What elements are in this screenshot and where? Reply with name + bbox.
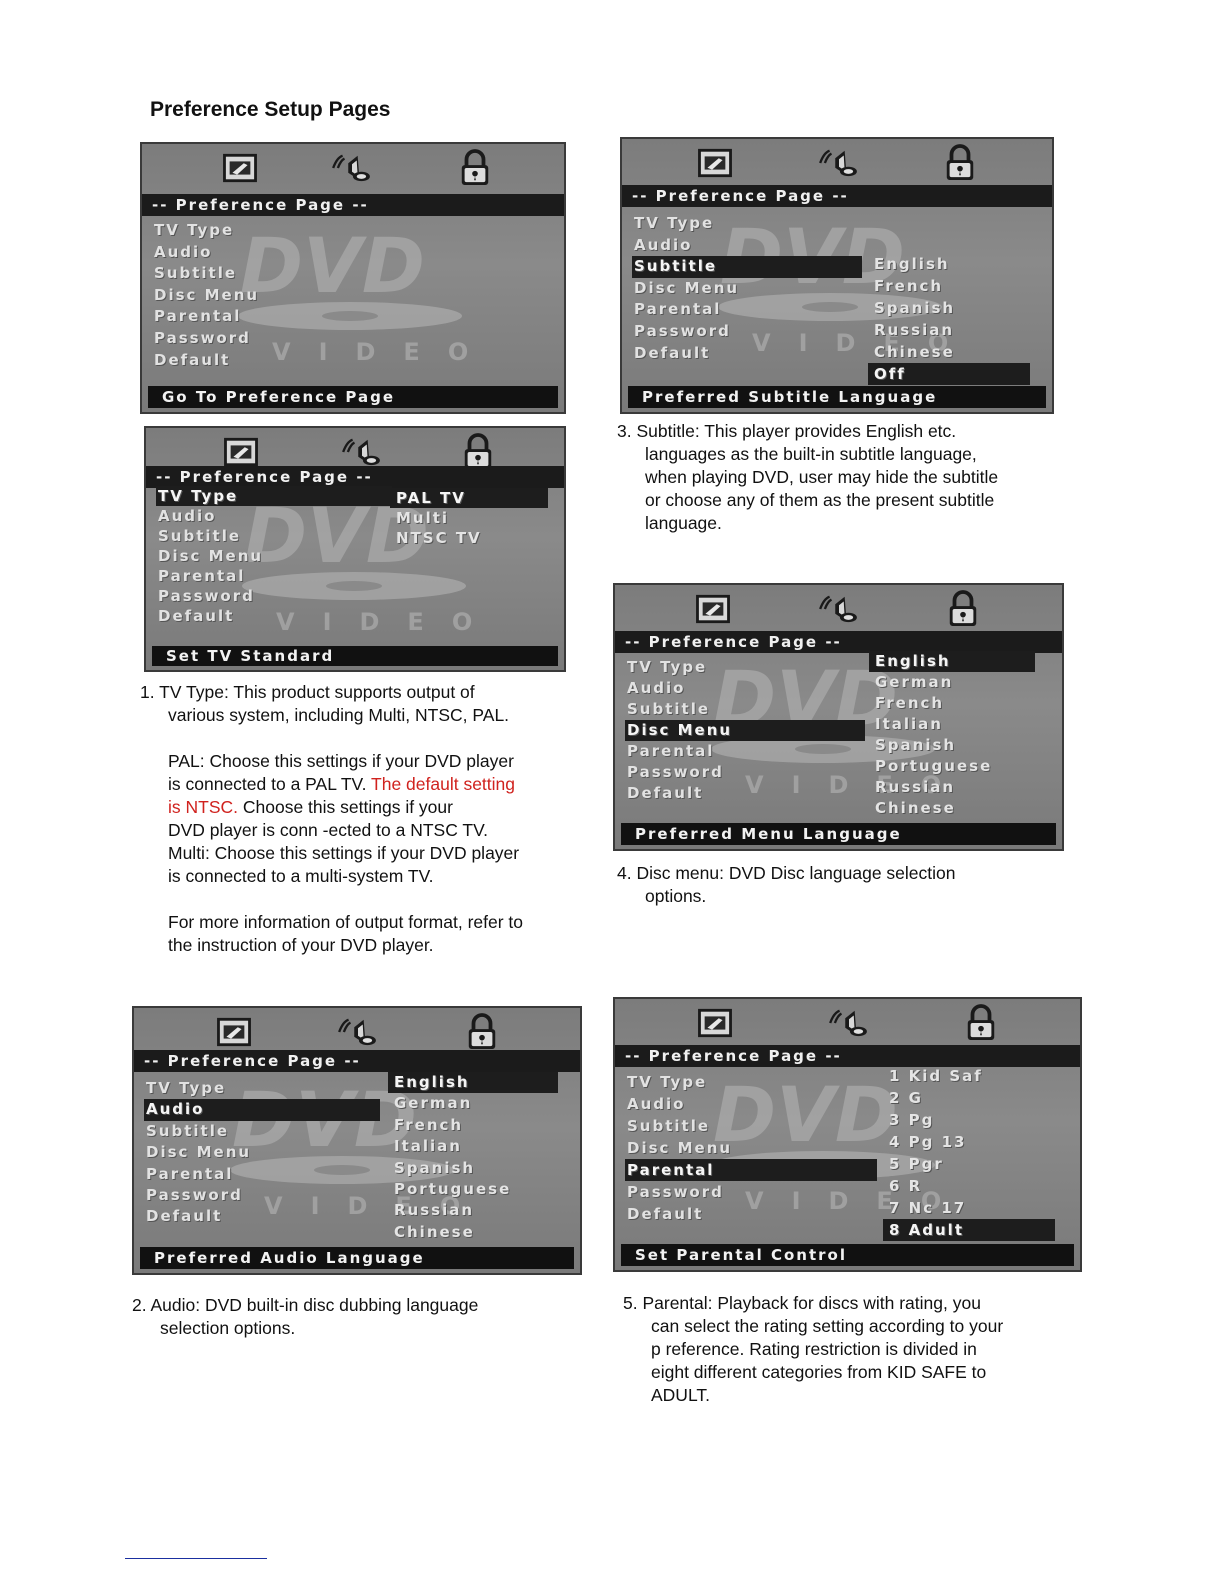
option-spanish[interactable]: Spanish bbox=[874, 299, 956, 317]
caption-audio bbox=[132, 1294, 572, 1340]
caption-tv-type bbox=[140, 681, 570, 957]
osd-options bbox=[869, 651, 1035, 819]
settings-icon bbox=[214, 1012, 254, 1052]
caption-line: 4. Disc menu: DVD Disc language selection bbox=[617, 863, 956, 883]
settings-icon bbox=[220, 148, 260, 188]
caption-line: ADULT. bbox=[651, 1385, 710, 1405]
option-french[interactable]: French bbox=[874, 277, 944, 295]
osd-status-bar: Preferred Audio Language bbox=[140, 1247, 574, 1269]
menu-item-subtitle[interactable]: Subtitle bbox=[632, 256, 862, 278]
osd-screen-subtitle bbox=[620, 137, 1054, 414]
menu-item-parental[interactable]: Parental bbox=[146, 1164, 234, 1183]
osd-title: -- Preference Page -- bbox=[146, 466, 564, 488]
menu-item-default[interactable]: Default bbox=[146, 1207, 223, 1226]
option-spanish[interactable]: Spanish bbox=[875, 736, 957, 754]
menu-item-audio[interactable]: Audio bbox=[158, 507, 217, 525]
menu-item-subtitle[interactable]: Subtitle bbox=[154, 264, 238, 283]
settings-icon bbox=[695, 1003, 735, 1043]
menu-item-audio[interactable]: Audio bbox=[154, 242, 213, 261]
menu-item-disc-menu[interactable]: Disc Menu bbox=[154, 285, 260, 304]
option-rating-2[interactable]: 2 G bbox=[889, 1089, 923, 1107]
caption-line: eight different categories from KID SAFE to bbox=[651, 1362, 987, 1382]
option-rating-6[interactable]: 6 R bbox=[889, 1177, 923, 1195]
menu-item-default[interactable]: Default bbox=[158, 607, 235, 625]
caption-line: or choose any of them as the present subtitle bbox=[645, 490, 995, 510]
menu-item-subtitle[interactable]: Subtitle bbox=[627, 1117, 711, 1135]
menu-item-disc-menu[interactable]: Disc Menu bbox=[627, 1139, 733, 1157]
caption-parental bbox=[623, 1292, 1063, 1407]
osd-screen-audio bbox=[132, 1006, 582, 1275]
caption-line: 2. Audio: DVD built-in disc dubbing language bbox=[132, 1295, 479, 1315]
caption-line: Multi: Choose this settings if your DVD player bbox=[168, 843, 520, 863]
menu-item-password[interactable]: Password bbox=[634, 321, 731, 340]
option-off[interactable]: Off bbox=[868, 363, 1030, 385]
menu-item-disc-menu[interactable]: Disc Menu bbox=[634, 278, 740, 297]
osd-menu bbox=[625, 1071, 877, 1225]
menu-item-subtitle[interactable]: Subtitle bbox=[146, 1121, 230, 1140]
caption-line: selection options. bbox=[160, 1318, 296, 1338]
osd-status-bar: Preferred Menu Language bbox=[621, 823, 1056, 845]
option-rating-8[interactable]: 8 Adult bbox=[883, 1219, 1055, 1241]
osd-menu bbox=[625, 657, 865, 804]
option-german[interactable]: German bbox=[394, 1094, 473, 1113]
option-french[interactable]: French bbox=[875, 694, 945, 712]
osd-title: -- Preference Page -- bbox=[134, 1050, 580, 1072]
menu-item-password[interactable]: Password bbox=[627, 1183, 724, 1201]
menu-item-audio[interactable]: Audio bbox=[627, 1095, 686, 1113]
caption-line: when playing DVD, user may hide the subtitle bbox=[645, 467, 999, 487]
menu-item-tv-type[interactable]: TV Type bbox=[156, 486, 392, 506]
menu-item-parental[interactable]: Parental bbox=[158, 567, 246, 585]
osd-menu bbox=[152, 220, 259, 371]
osd-menu bbox=[156, 486, 392, 626]
menu-item-disc-menu[interactable]: Disc Menu bbox=[158, 547, 264, 565]
option-english[interactable]: English bbox=[869, 651, 1035, 672]
osd-status-bar: Go To Preference Page bbox=[148, 386, 558, 408]
osd-screen-parental bbox=[613, 997, 1082, 1272]
caption-line: 3. Subtitle: This player provides English etc. bbox=[617, 421, 957, 441]
caption-text: is connected to a PAL TV. bbox=[168, 774, 367, 794]
caption-line: is connected to a multi-system TV. bbox=[168, 866, 434, 886]
caption-line: languages as the built-in subtitle language, bbox=[645, 444, 977, 464]
option-italian[interactable]: Italian bbox=[875, 715, 943, 733]
caption-line: 1. TV Type: This product supports output of bbox=[140, 682, 475, 702]
caption-line: options. bbox=[645, 886, 707, 906]
option-rating-3[interactable]: 3 Pg bbox=[889, 1111, 935, 1129]
menu-item-audio[interactable]: Audio bbox=[627, 679, 686, 697]
option-russian[interactable]: Russian bbox=[874, 321, 955, 339]
caption-line: 5. Parental: Playback for discs with rating, you bbox=[623, 1293, 981, 1313]
menu-item-audio[interactable]: Audio bbox=[634, 235, 693, 254]
caption-line: the instruction of your DVD player. bbox=[168, 935, 434, 955]
lock-icon bbox=[942, 143, 978, 183]
settings-icon bbox=[695, 143, 735, 183]
osd-title: -- Preference Page -- bbox=[615, 631, 1062, 653]
option-rating-5[interactable]: 5 Pgr bbox=[889, 1155, 944, 1173]
default-setting-note: is NTSC. bbox=[168, 797, 238, 817]
option-rating-7[interactable]: 7 Nc 17 bbox=[889, 1199, 967, 1217]
caption-line: For more information of output format, refer to bbox=[168, 912, 524, 932]
audio-icon bbox=[825, 1003, 873, 1043]
lock-icon bbox=[464, 1012, 500, 1052]
menu-item-password[interactable]: Password bbox=[154, 328, 251, 347]
menu-item-password[interactable]: Password bbox=[627, 763, 724, 781]
menu-item-parental[interactable]: Parental bbox=[154, 307, 242, 326]
menu-item-tv-type[interactable]: TV Type bbox=[154, 221, 235, 239]
osd-screen-preference-main bbox=[140, 142, 566, 414]
option-portuguese[interactable]: Portuguese bbox=[394, 1179, 512, 1198]
osd-screen-tv-type bbox=[144, 426, 566, 672]
option-chinese[interactable]: Chinese bbox=[874, 343, 955, 361]
osd-options bbox=[388, 1072, 558, 1243]
audio-icon bbox=[334, 1012, 382, 1052]
osd-options bbox=[390, 488, 548, 548]
menu-item-default[interactable]: Default bbox=[627, 784, 704, 802]
option-portuguese[interactable]: Portuguese bbox=[875, 757, 993, 775]
page-title: Preference Setup Pages bbox=[150, 98, 391, 121]
option-italian[interactable]: Italian bbox=[394, 1137, 462, 1156]
caption-line: PAL: Choose this settings if your DVD player bbox=[168, 751, 514, 771]
osd-screen-disc-menu bbox=[613, 583, 1064, 851]
osd-status-bar: Preferred Subtitle Language bbox=[628, 386, 1046, 408]
menu-item-password[interactable]: Password bbox=[158, 587, 255, 605]
osd-menu bbox=[144, 1078, 380, 1228]
osd-options bbox=[868, 253, 1030, 385]
option-russian[interactable]: Russian bbox=[394, 1201, 475, 1220]
caption-disc-menu bbox=[617, 862, 1057, 908]
option-french[interactable]: French bbox=[394, 1115, 464, 1134]
menu-item-parental[interactable]: Parental bbox=[634, 300, 722, 319]
menu-item-disc-menu[interactable]: Disc Menu bbox=[146, 1143, 252, 1162]
osd-options bbox=[883, 1065, 1055, 1241]
menu-item-tv-type[interactable]: TV Type bbox=[634, 214, 715, 232]
option-pal-tv[interactable]: PAL TV bbox=[390, 488, 548, 508]
option-chinese[interactable]: Chinese bbox=[875, 799, 956, 817]
menu-item-parental[interactable]: Parental bbox=[625, 1159, 877, 1181]
option-ntsc-tv[interactable]: NTSC TV bbox=[396, 529, 482, 547]
menu-item-default[interactable]: Default bbox=[634, 343, 711, 362]
option-spanish[interactable]: Spanish bbox=[394, 1158, 476, 1177]
caption-line: various system, including Multi, NTSC, PAL. bbox=[168, 705, 510, 725]
option-rating-4[interactable]: 4 Pg 13 bbox=[889, 1133, 967, 1151]
menu-item-tv-type[interactable]: TV Type bbox=[146, 1079, 227, 1097]
option-english[interactable]: English bbox=[874, 255, 950, 273]
osd-status-bar: Set Parental Control bbox=[621, 1244, 1074, 1266]
option-chinese[interactable]: Chinese bbox=[394, 1222, 475, 1241]
lock-icon bbox=[945, 589, 981, 629]
osd-title: -- Preference Page -- bbox=[615, 1045, 1080, 1067]
menu-item-audio[interactable]: Audio bbox=[144, 1099, 380, 1120]
option-russian[interactable]: Russian bbox=[875, 778, 956, 796]
menu-item-subtitle[interactable]: Subtitle bbox=[627, 700, 711, 718]
menu-item-default[interactable]: Default bbox=[154, 350, 231, 369]
menu-item-parental[interactable]: Parental bbox=[627, 742, 715, 760]
option-multi[interactable]: Multi bbox=[396, 509, 450, 527]
dvd-video-logo bbox=[232, 226, 482, 366]
caption-subtitle bbox=[617, 420, 1057, 535]
option-rating-1[interactable]: 1 Kid Saf bbox=[889, 1067, 983, 1085]
lock-icon bbox=[457, 148, 493, 188]
menu-item-disc-menu[interactable]: Disc Menu bbox=[625, 720, 865, 741]
audio-icon bbox=[815, 143, 863, 183]
audio-icon bbox=[328, 148, 376, 188]
menu-item-password[interactable]: Password bbox=[146, 1185, 243, 1204]
caption-line: language. bbox=[645, 513, 722, 533]
option-english[interactable]: English bbox=[388, 1072, 558, 1093]
footnote-separator bbox=[125, 1558, 267, 1559]
menu-item-tv-type[interactable]: TV Type bbox=[627, 658, 708, 676]
settings-icon bbox=[693, 589, 733, 629]
caption-line: DVD player is conn -ected to a NTSC TV. bbox=[168, 820, 488, 840]
osd-title: -- Preference Page -- bbox=[142, 194, 564, 216]
caption-line: p reference. Rating restriction is divided in bbox=[651, 1339, 977, 1359]
menu-item-tv-type[interactable]: TV Type bbox=[627, 1073, 708, 1091]
menu-item-default[interactable]: Default bbox=[627, 1205, 704, 1223]
default-setting-note: The default setting bbox=[371, 774, 515, 794]
caption-line: can select the rating setting according to your bbox=[651, 1316, 1004, 1336]
menu-item-subtitle[interactable]: Subtitle bbox=[158, 527, 242, 545]
osd-status-bar: Set TV Standard bbox=[152, 646, 558, 666]
caption-text: Choose this settings if your bbox=[242, 797, 453, 817]
osd-title: -- Preference Page -- bbox=[622, 185, 1052, 207]
lock-icon bbox=[963, 1003, 999, 1043]
audio-icon bbox=[815, 589, 863, 629]
osd-menu bbox=[632, 213, 862, 364]
option-german[interactable]: German bbox=[875, 673, 954, 691]
